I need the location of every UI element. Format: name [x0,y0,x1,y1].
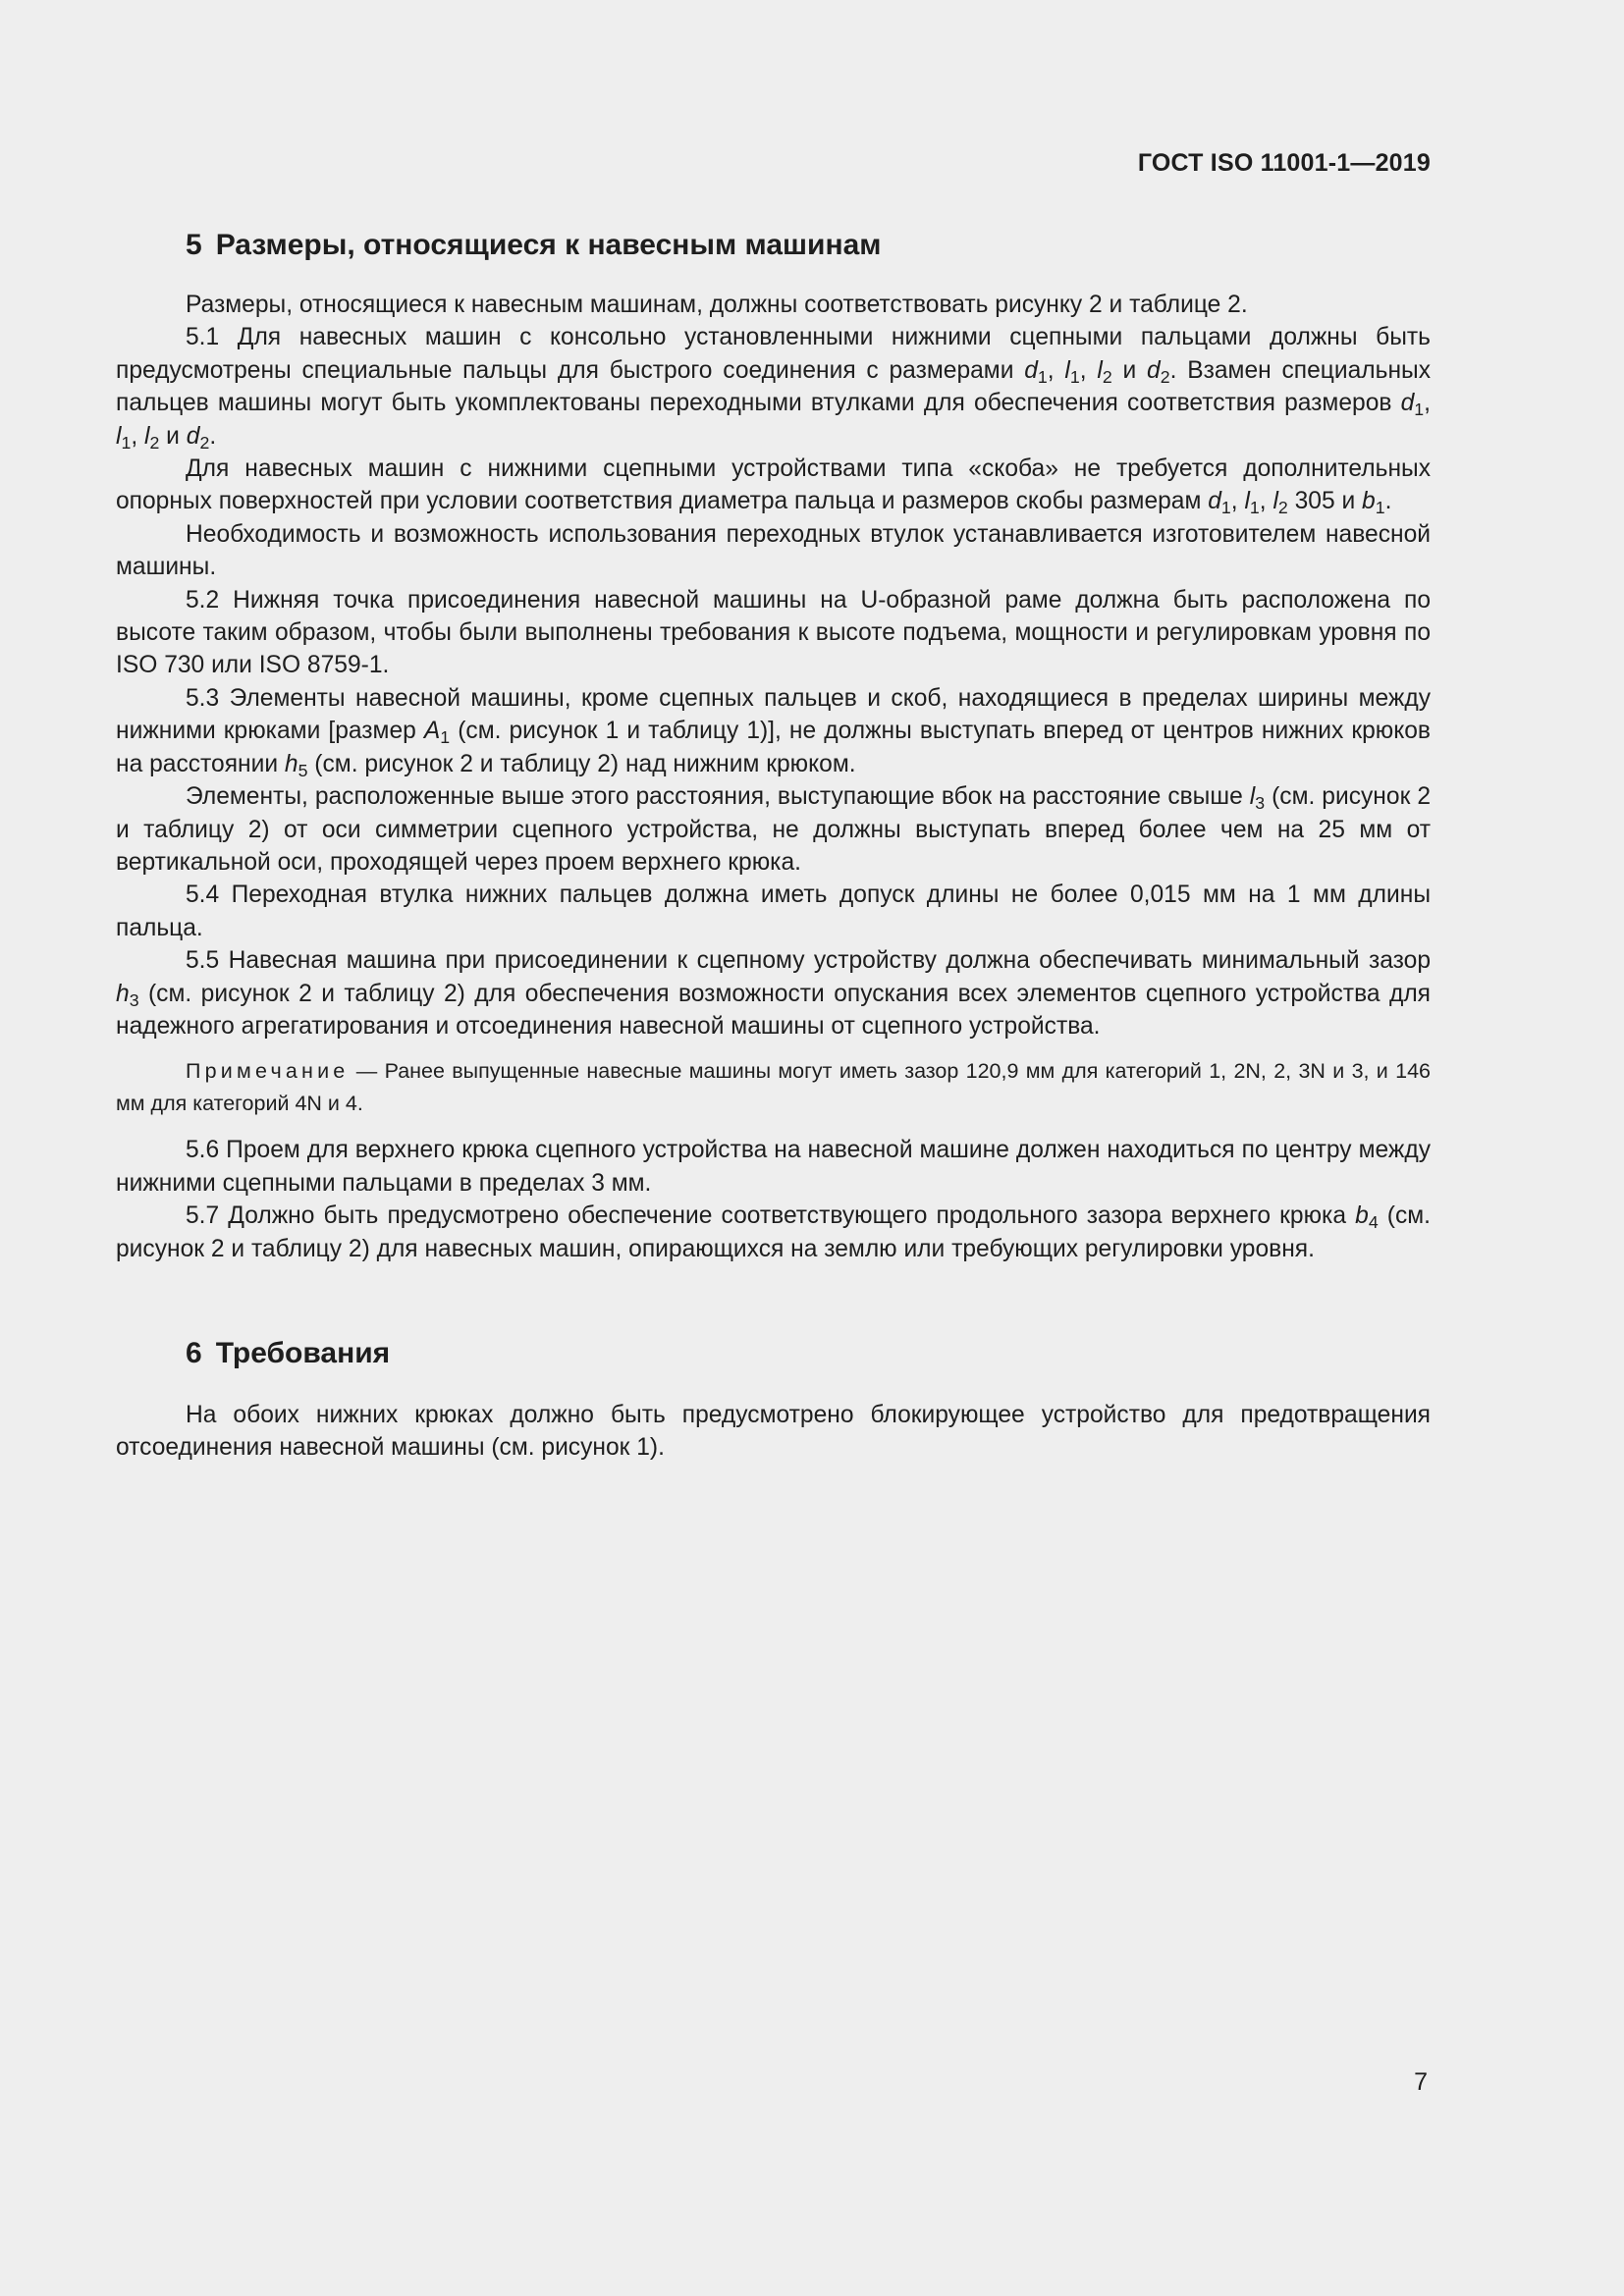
page-number: 7 [1414,2068,1428,2096]
section-6-number: 6 [186,1336,202,1369]
document-standard-id: ГОСТ ISO 11001-1—2019 [1137,149,1431,177]
clause-5-2: 5.2 Нижняя точка присоединения навесной машины на U-образной раме должна быть расположена по высоте таким образом, чтобы были выполнены требования к высоте подъема, мощности и регулировкам уровня по ISO 730 или ISO 8759-1. [116,586,1431,679]
clause-5-5-note [116,1055,1431,1120]
section-6-title: Требования [215,1336,391,1369]
clause-5-1: 5.1 Для навесных машин с консольно установленными нижними сцепными пальцами должны быть предусмотрены специальные пальцы для быстрого соединения с размерами $d_1$, $l_1$, $l_2$ и $d_2$. Взамен специальных пальцев машины могут быть укомплектованы переходными втулками для обеспечения соответствия размеров $d_1$, $l_1$, $l_2$ и $d_2$. [116,324,1432,453]
clause-5-4: 5.4 Переходная втулка нижних пальцев должна иметь допуск длины не более 0,015 мм на 1 мм длины пальца. [116,881,1431,941]
clause-5-1-bushing-paragraph: Необходимость и возможность использования переходных втулок устанавливается изготовителем навесной машины. [116,520,1431,581]
section-5-heading [116,222,1431,269]
clause-5-1-hitch-paragraph: Для навесных машин с нижними сцепными устройствами типа «скоба» не требуется дополнительных опорных поверхностей при условии соответствия диаметра пальца и размеров скобы размерам $d_1$, $l_1$, $l_2$ 305 и $b_1$. [116,455,1431,518]
section-6-heading [116,1330,1431,1377]
note-label: Примечание [186,1059,350,1084]
clause-5-3: 5.3 Элементы навесной машины, кроме сцепных пальцев и скоб, находящиеся в пределах ширины между нижними крюками [размер $A_1$ (см. рисунок 1 и таблицу 1)], не должны выступать вперед от центров нижних крюков на расстоянии $h_5$ (см. рисунок 2 и таблицу 2) над нижним крюком. [116,684,1431,780]
section-5-title: Размеры, относящиеся к навесным машинам [215,229,882,261]
clause-5-7: 5.7 Должно быть предусмотрено обеспечение соответствующего продольного зазора верхнего крюка $b_4$ (см. рисунок 2 и таблицу 2) для навесных машин, опирающихся на землю или требующих регулировки уровня. [116,1202,1431,1262]
clause-5-5: 5.5 Навесная машина при присоединении к сцепному устройству должна обеспечивать минимальный зазор $h_3$ (см. рисунок 2 и таблицу 2) для обеспечения возможности опускания всех элементов сцепного устройства для надежного агрегатирования и отсоединения навесной машины от сцепного устройства. [116,947,1431,1040]
section-6-body [116,1399,1431,1465]
section-5-number: 5 [186,229,202,261]
note-text: — Ранее выпущенные навесные машины могут иметь зазор 120,9 мм для категорий 1, 2N, 2, 3N и 3, и 146 мм для категорий 4N и 4. [116,1059,1431,1116]
clause-5-3-above-paragraph: Элементы, расположенные выше этого расстояния, выступающие вбок на расстояние свыше $l_3$ (см. рисунок 2 и таблицу 2) от оси симметрии сцепного устройства, не должны выступать вперед более чем на 25 мм от вертикальной оси, проходящей через проем верхнего крюка. [116,783,1431,876]
section-6-text: На обоих нижних крюках должно быть предусмотрено блокирующее устройство для предотвращения отсоединения навесной машины (см. рисунок 1). [116,1401,1431,1462]
document-body [116,222,1431,1465]
section-5-intro: Размеры, относящиеся к навесным машинам, должны соответствовать рисунку 2 и таблице 2. [186,292,1248,318]
clause-5-6: 5.6 Проем для верхнего крюка сцепного устройства на навесной машине должен находиться по центру между нижними сцепными пальцами в пределах 3 мм. [116,1137,1431,1197]
section-5-body [116,289,1431,1265]
